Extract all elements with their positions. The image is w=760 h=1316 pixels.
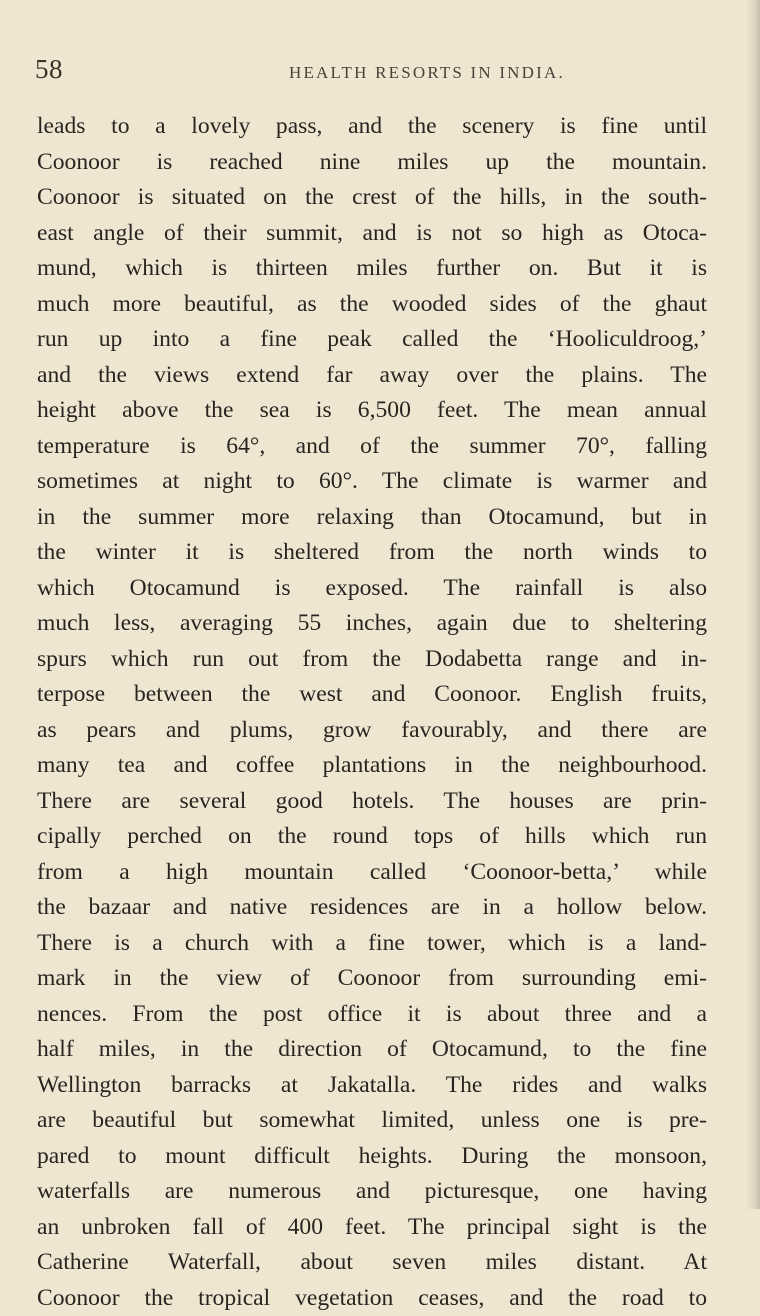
text-line: the bazaar and native residences are in a hollow below. (37, 890, 707, 926)
text-line: half miles, in the direction of Otocamund, to the fine (37, 1032, 707, 1068)
text-line: pared to mount difficult heights. During the monsoon, (37, 1139, 707, 1175)
text-line: much more beautiful, as the wooded sides of the ghaut (37, 287, 707, 323)
text-line: in the summer more relaxing than Otocamund, but in (37, 500, 707, 536)
text-line: There are several good hotels. The houses are prin- (37, 784, 707, 820)
text-line: are beautiful but somewhat limited, unless one is pre- (37, 1103, 707, 1139)
text-line: There is a church with a fine tower, which is a land- (37, 926, 707, 962)
page-number: 58 (35, 54, 63, 85)
text-line: east angle of their summit, and is not so high as Otoca- (37, 216, 707, 252)
text-line: mund, which is thirteen miles further on. But it is (37, 251, 707, 287)
text-line: an unbroken fall of 400 feet. The principal sight is the (37, 1210, 707, 1246)
running-head: HEALTH RESORTS IN INDIA. (289, 63, 565, 83)
text-line: many tea and coffee plantations in the neighbourhood. (37, 748, 707, 784)
text-line: Coonoor is reached nine miles up the mountain. (37, 145, 707, 181)
page-edge-shadow (746, 0, 760, 1209)
text-line: waterfalls are numerous and picturesque, one having (37, 1174, 707, 1210)
text-line: which Otocamund is exposed. The rainfall is also (37, 571, 707, 607)
page-header (0, 50, 760, 90)
text-line: much less, averaging 55 inches, again due to sheltering (37, 606, 707, 642)
text-line: height above the sea is 6,500 feet. The mean annual (37, 393, 707, 429)
text-line: from a high mountain called ‘Coonoor-betta,’ while (37, 855, 707, 891)
text-line: nences. From the post office it is about three and a (37, 997, 707, 1033)
text-line: and the views extend far away over the plains. The (37, 358, 707, 394)
text-line: sometimes at night to 60°. The climate is warmer and (37, 464, 707, 500)
text-line: cipally perched on the round tops of hills which run (37, 819, 707, 855)
body-text (37, 109, 707, 1316)
text-line: run up into a fine peak called the ‘Hooliculdroog,’ (37, 322, 707, 358)
text-line: as pears and plums, grow favourably, and there are (37, 713, 707, 749)
text-line: temperature is 64°, and of the summer 70°, falling (37, 429, 707, 465)
text-line: Wellington barracks at Jakatalla. The rides and walks (37, 1068, 707, 1104)
text-line: Catherine Waterfall, about seven miles distant. At (37, 1245, 707, 1281)
text-line: Coonoor is situated on the crest of the hills, in the south- (37, 180, 707, 216)
text-line: the winter it is sheltered from the north winds to (37, 535, 707, 571)
text-line: leads to a lovely pass, and the scenery is fine until (37, 109, 707, 145)
text-line: spurs which run out from the Dodabetta range and in- (37, 642, 707, 678)
text-line: terpose between the west and Coonoor. English fruits, (37, 677, 707, 713)
text-line: Coonoor the tropical vegetation ceases, and the road to (37, 1281, 707, 1316)
text-line: mark in the view of Coonoor from surrounding emi- (37, 961, 707, 997)
